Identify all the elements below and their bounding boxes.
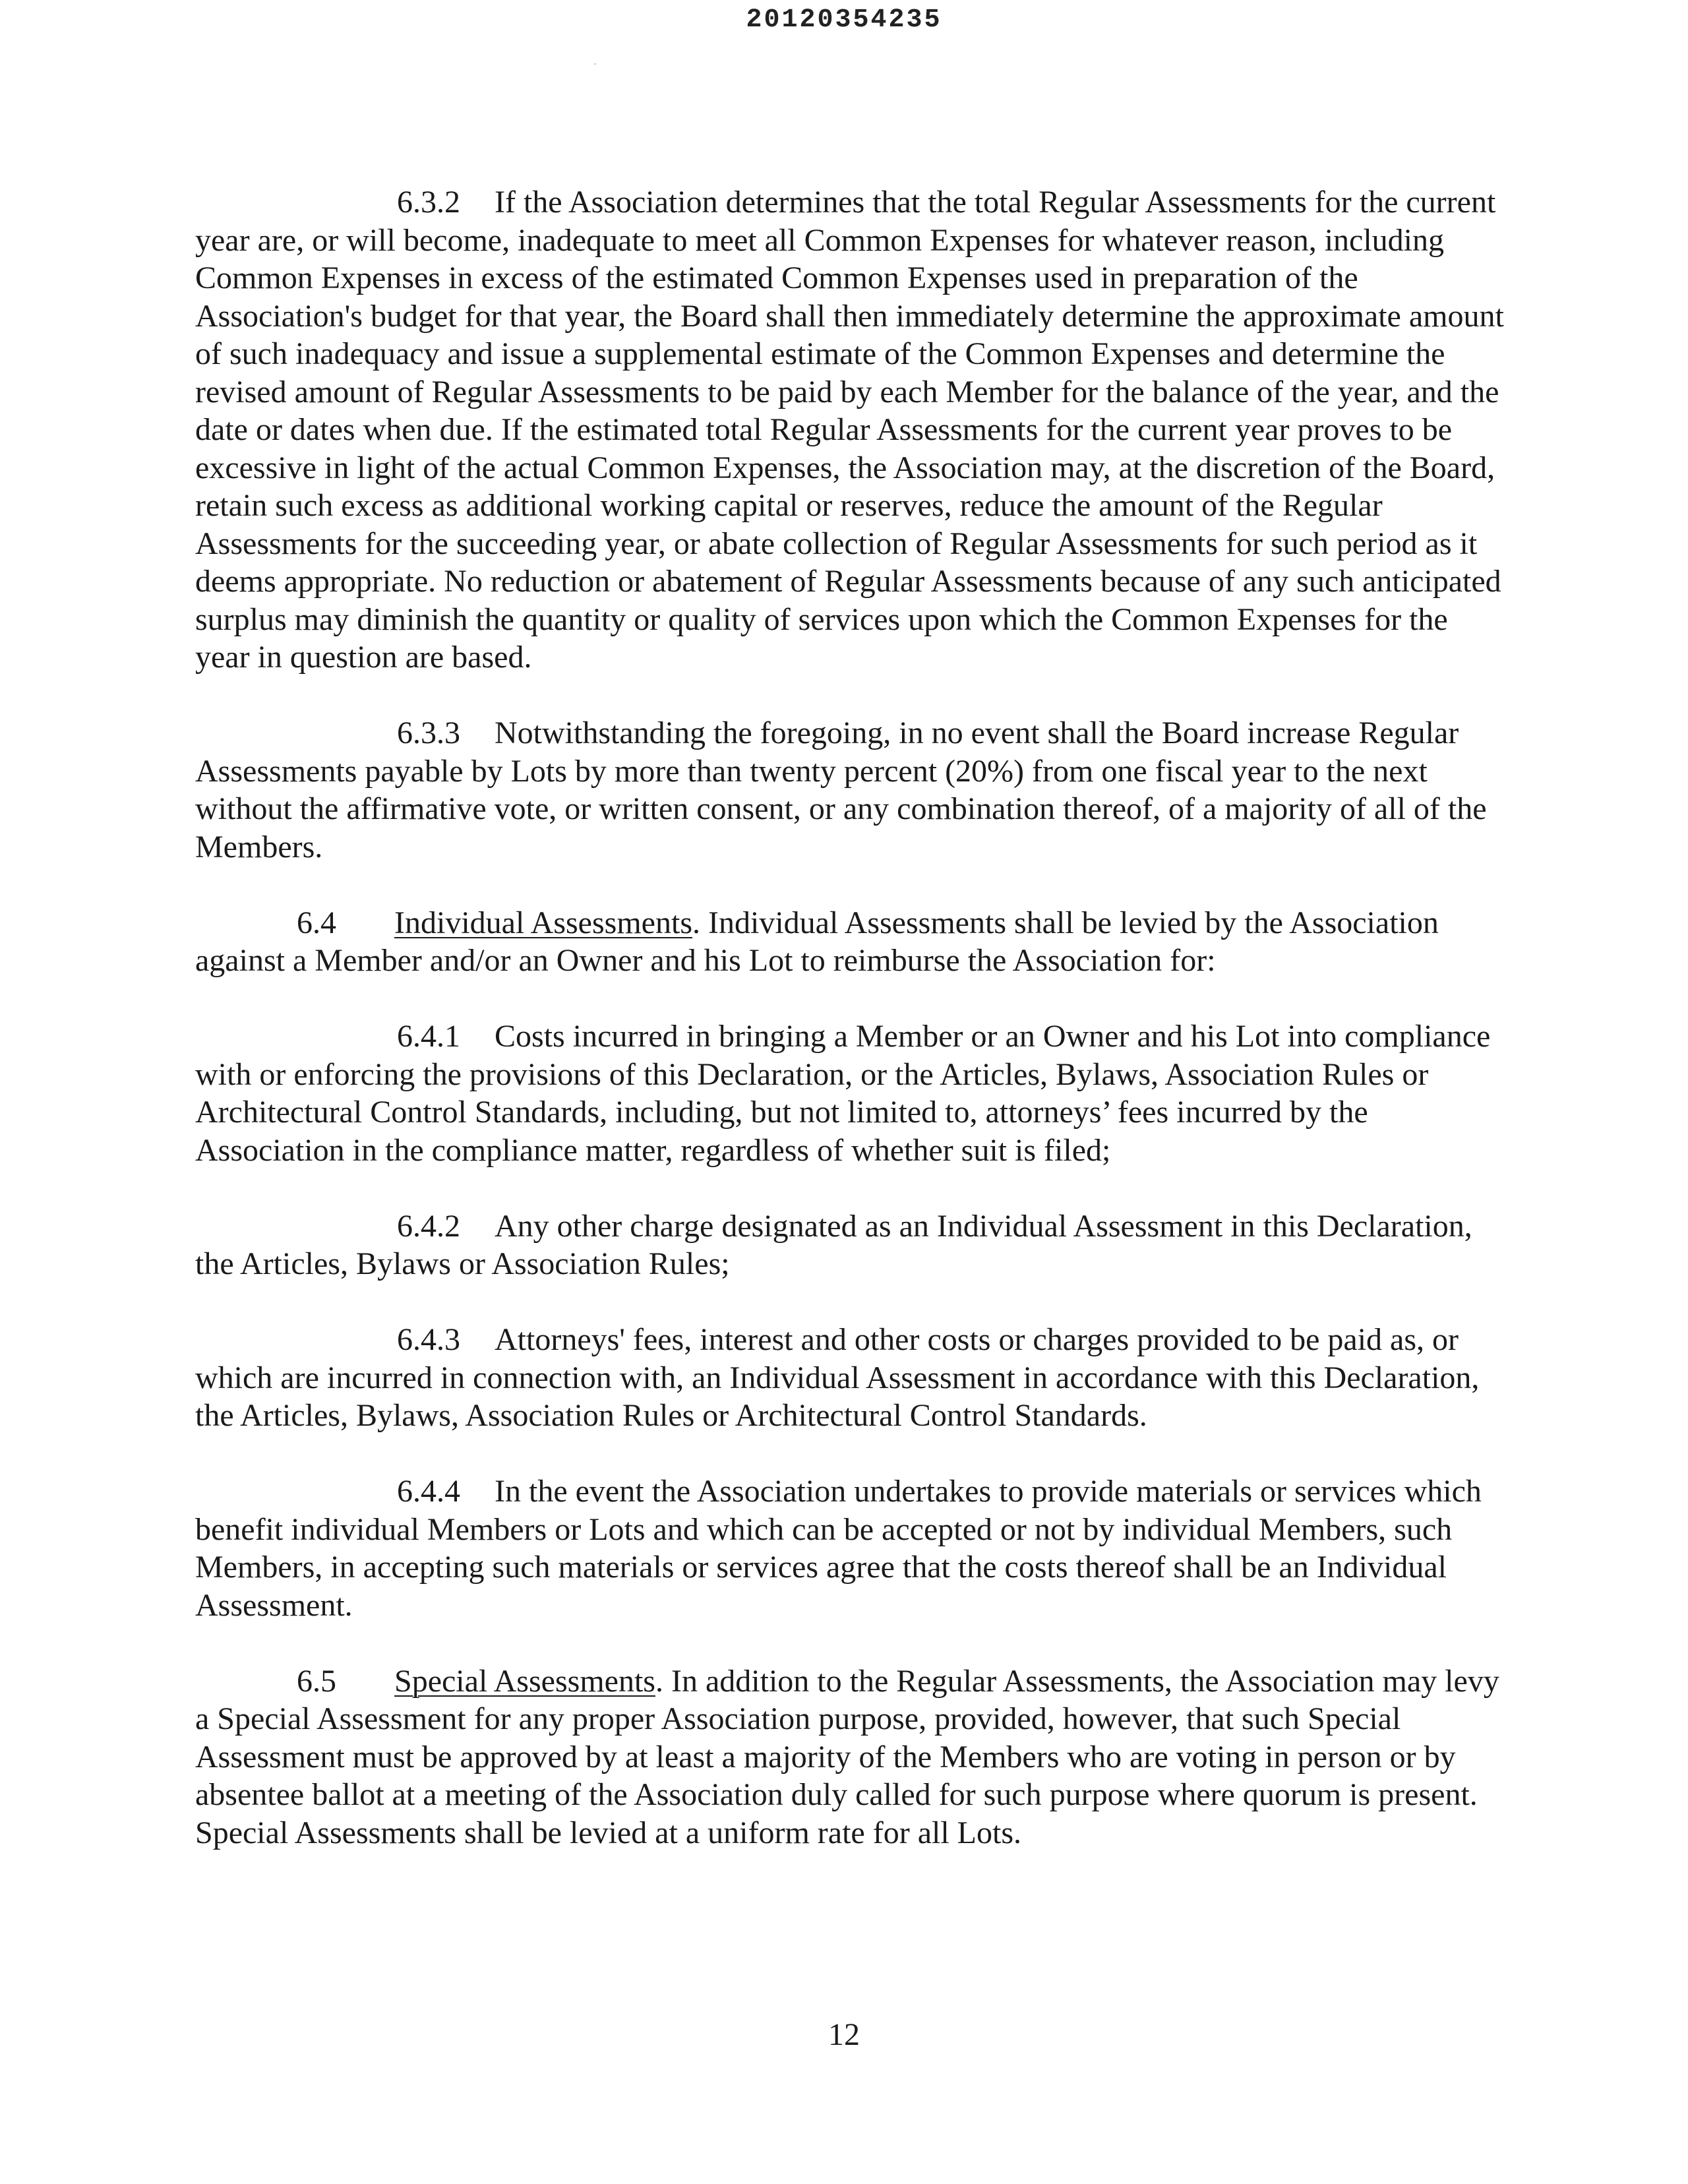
document-number: 20120354235 [746,5,942,35]
paragraph-6-3-2 [195,183,1507,677]
section-number: 6.5 [297,1663,336,1699]
paragraph-text: If the Association determines that the total Regular Assessments for the current year are, or will become, inadequate to meet all Common Expenses for whatever reason, including Common Expenses in excess of the estimated Common Expenses used in preparation of the Association's budget for that year, the Board shall then immediately determine the approximate amount of such inadequacy and issue a supplemental estimate of the Common Expenses and determine the revised amount of Regular Assessments to be paid by each Member for the balance of the year, and the date or dates when due. If the estimated total Regular Assessments for the current year proves to be excessive in light of the actual Common Expenses, the Association may, at the discretion of the Board, retain such excess as additional working capital or reserves, reduce the amount of the Regular Assessments for the succeeding year, or abate collection of Regular Assessments for such period as it deems appropriate. No reduction or abatement of Regular Assessments because of any such anticipated surplus may diminish the quantity or quality of services upon which the Common Expenses for the year in question are based. [195,185,1504,675]
paragraph-text: Notwithstanding the foregoing, in no event shall the Board increase Regular Assessments payable by Lots by more than twenty percent (20%) from one fiscal year to the next without the affirmative vote, or written consent, or any combination thereof, of a majority of all of the Members. [195,715,1487,864]
section-number: 6.3.2 [397,185,460,220]
scan-speck [594,63,596,65]
section-heading: Special Assessments [394,1663,655,1699]
paragraph-text: Any other charge designated as an Individual Assessment in this Declaration, the Articles, Bylaws or Association Rules; [195,1208,1472,1281]
document-body [195,183,1507,1890]
section-number: 6.4.4 [397,1474,460,1509]
section-number: 6.4.3 [397,1322,460,1357]
paragraph-text: . Individual Assessments shall be levied by the Association against a Member and/or an Owner and his Lot to reimburse the Association for: [195,905,1439,978]
paragraph-6-4-4 [195,1472,1507,1624]
paragraph-6-4-3 [195,1321,1507,1435]
paragraph-6-3-3 [195,714,1507,866]
page-number: 12 [828,2017,860,2052]
section-number: 6.4 [297,905,336,940]
section-number: 6.3.3 [397,715,460,750]
paragraph-text: Attorneys' fees, interest and other costs or charges provided to be paid as, or which are incurred in connection with, an Individual Assessment in accordance with this Declaration, the Articles, Bylaws, Association Rules or Architectural Control Standards. [195,1322,1480,1433]
paragraph-6-5 [195,1662,1507,1852]
section-heading: Individual Assessments [394,905,692,940]
section-number: 6.4.2 [397,1208,460,1244]
paragraph-text: . In addition to the Regular Assessments, the Association may levy a Special Assessment for any proper Association purpose, provided, however, that such Special Assessment must be approved by at least a majority of the Members who are voting in person or by absentee ballot at a meeting of the Association duly called for such purpose where quorum is present. Special Assessments shall be levied at a uniform rate for all Lots. [195,1663,1499,1850]
paragraph-text: In the event the Association undertakes to provide materials or services which benefit individual Members or Lots and which can be accepted or not by individual Members, such Members, in accepting such materials or services agree that the costs thereof shall be an Individual Assessment. [195,1474,1482,1623]
paragraph-6-4-1 [195,1017,1507,1169]
section-number: 6.4.1 [397,1019,460,1054]
paragraph-6-4 [195,904,1507,980]
paragraph-6-4-2 [195,1207,1507,1283]
paragraph-text: Costs incurred in bringing a Member or an Owner and his Lot into compliance with or enforcing the provisions of this Declaration, or the Articles, Bylaws, Association Rules or Architectural Control Standards, including, but not limited to, attorneys’ fees incurred by the Association in the compliance matter, regardless of whether suit is filed; [195,1019,1491,1168]
